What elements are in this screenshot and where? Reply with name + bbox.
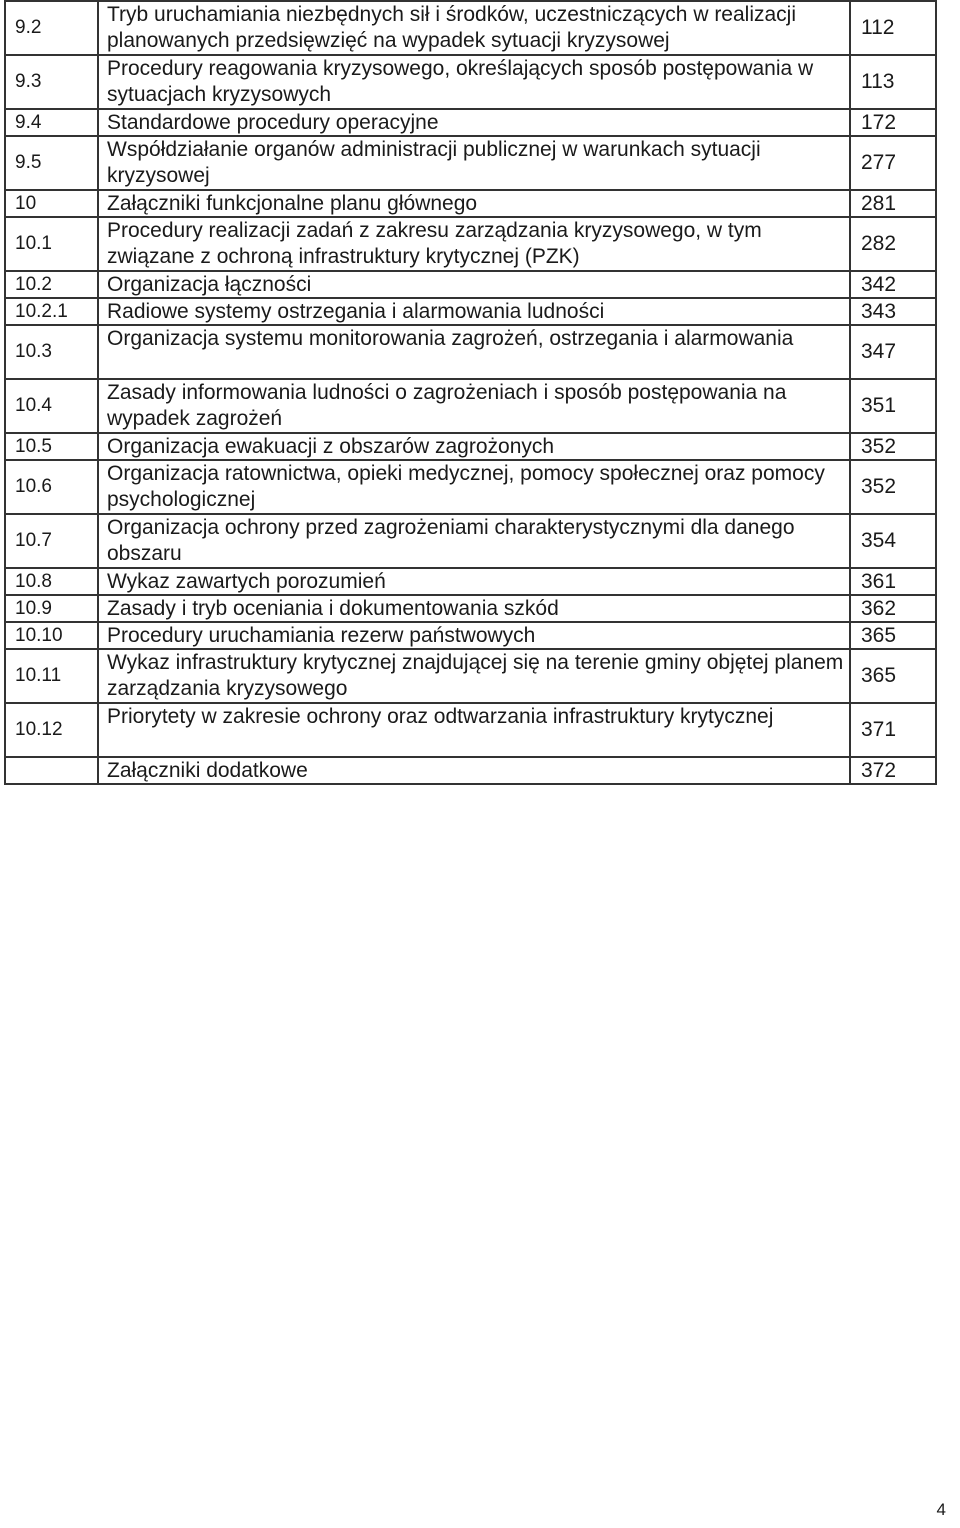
section-number: 10.7 [5, 514, 98, 568]
section-number: 10.8 [5, 568, 98, 595]
page-reference: 354 [850, 514, 936, 568]
section-title: Zasady i tryb oceniania i dokumentowania szkód [98, 595, 850, 622]
page-reference: 281 [850, 190, 936, 217]
page-number: 4 [936, 1500, 946, 1519]
page-reference: 352 [850, 460, 936, 514]
section-title: Wykaz zawartych porozumień [98, 568, 850, 595]
section-title: Wykaz infrastruktury krytycznej znajdującej się na terenie gminy objętej planem zarządzania kryzysowego [98, 649, 850, 703]
section-title: Procedury realizacji zadań z zakresu zarządzania kryzysowego, w tym związane z ochroną infrastruktury krytycznej (PZK) [98, 217, 850, 271]
section-number: 10.6 [5, 460, 98, 514]
toc-row [5, 757, 936, 784]
section-title: Organizacja ochrony przed zagrożeniami charakterystycznymi dla danego obszaru [98, 514, 850, 568]
section-number: 10.2.1 [5, 298, 98, 325]
page-reference: 371 [850, 703, 936, 757]
section-number: 9.4 [5, 109, 98, 136]
section-number: 10 [5, 190, 98, 217]
page-reference: 365 [850, 649, 936, 703]
page-reference: 342 [850, 271, 936, 298]
toc-row [5, 649, 936, 703]
section-title: Radiowe systemy ostrzegania i alarmowania ludności [98, 298, 850, 325]
toc-row [5, 568, 936, 595]
section-title: Załączniki funkcjonalne planu głównego [98, 190, 850, 217]
page-reference: 113 [850, 55, 936, 109]
section-title: Procedury uruchamiania rezerw państwowych [98, 622, 850, 649]
toc-row [5, 298, 936, 325]
section-number: 10.3 [5, 325, 98, 379]
page-reference: 352 [850, 433, 936, 460]
section-title: Współdziałanie organów administracji publicznej w warunkach sytuacji kryzysowej [98, 136, 850, 190]
section-number: 10.5 [5, 433, 98, 460]
toc-row [5, 379, 936, 433]
section-title: Tryb uruchamiania niezbędnych sił i środków, uczestniczących w realizacji planowanych przedsięwzięć na wypadek sytuacji kryzysowej [98, 1, 850, 55]
page-reference: 347 [850, 325, 936, 379]
page-reference: 277 [850, 136, 936, 190]
section-number: 10.1 [5, 217, 98, 271]
table-of-contents [4, 0, 937, 785]
toc-row [5, 1, 936, 55]
section-title: Procedury reagowania kryzysowego, określających sposób postępowania w sytuacjach kryzysowych [98, 55, 850, 109]
section-title: Organizacja łączności [98, 271, 850, 298]
page-reference: 365 [850, 622, 936, 649]
toc-row [5, 325, 936, 379]
section-number: 10.12 [5, 703, 98, 757]
toc-row [5, 136, 936, 190]
toc-row [5, 109, 936, 136]
page-reference: 172 [850, 109, 936, 136]
toc-row [5, 460, 936, 514]
page-reference: 372 [850, 757, 936, 784]
section-number: 9.2 [5, 1, 98, 55]
section-number [5, 757, 98, 784]
toc-row [5, 703, 936, 757]
section-number: 9.3 [5, 55, 98, 109]
section-number: 10.4 [5, 379, 98, 433]
toc-row [5, 433, 936, 460]
toc-row [5, 190, 936, 217]
section-number: 10.11 [5, 649, 98, 703]
section-title: Standardowe procedury operacyjne [98, 109, 850, 136]
section-title: Priorytety w zakresie ochrony oraz odtwarzania infrastruktury krytycznej [98, 703, 850, 757]
section-title: Załączniki dodatkowe [98, 757, 850, 784]
toc-row [5, 622, 936, 649]
section-title: Organizacja ewakuacji z obszarów zagrożonych [98, 433, 850, 460]
toc-row [5, 55, 936, 109]
page-reference: 361 [850, 568, 936, 595]
section-number: 10.10 [5, 622, 98, 649]
page-reference: 343 [850, 298, 936, 325]
page-reference: 351 [850, 379, 936, 433]
section-title: Organizacja ratownictwa, opieki medycznej, pomocy społecznej oraz pomocy psychologicznej [98, 460, 850, 514]
section-title: Zasady informowania ludności o zagrożeniach i sposób postępowania na wypadek zagrożeń [98, 379, 850, 433]
toc-row [5, 217, 936, 271]
toc-row [5, 514, 936, 568]
toc-row [5, 271, 936, 298]
page-reference: 362 [850, 595, 936, 622]
section-number: 10.9 [5, 595, 98, 622]
section-title: Organizacja systemu monitorowania zagrożeń, ostrzegania i alarmowania [98, 325, 850, 379]
page-reference: 282 [850, 217, 936, 271]
toc-row [5, 595, 936, 622]
page-reference: 112 [850, 1, 936, 55]
section-number: 10.2 [5, 271, 98, 298]
section-number: 9.5 [5, 136, 98, 190]
